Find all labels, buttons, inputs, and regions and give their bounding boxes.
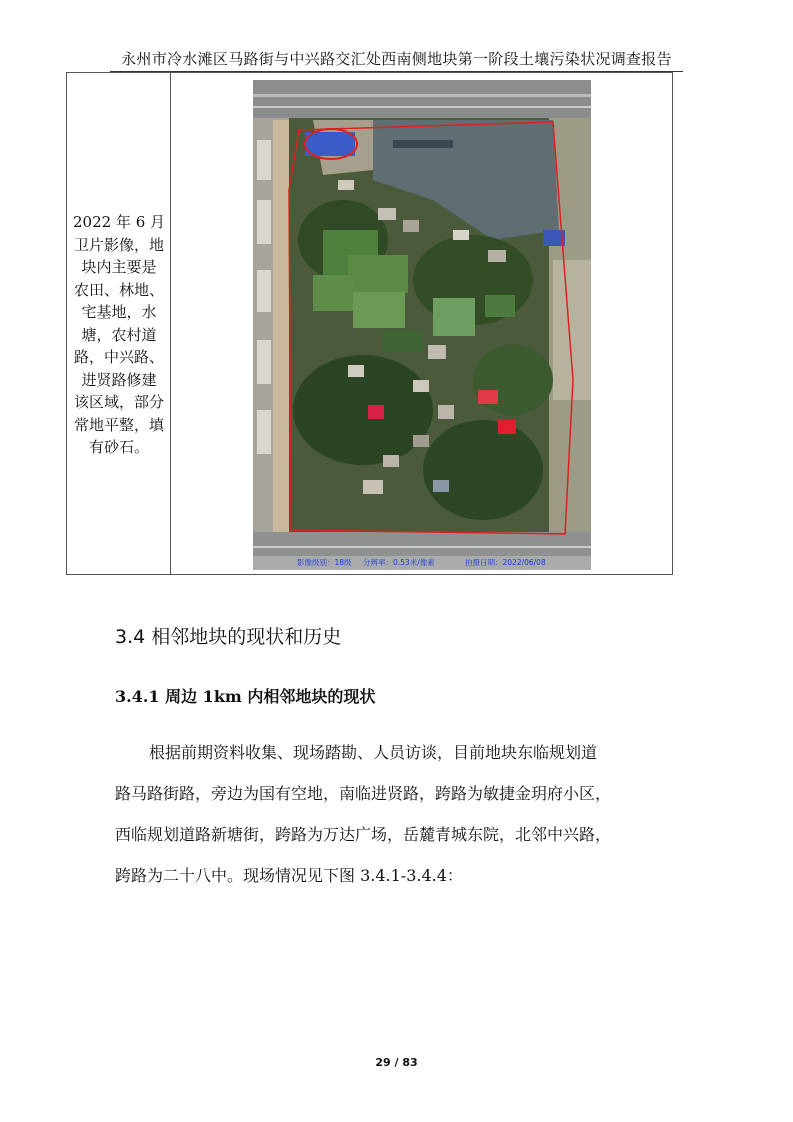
description-line: 有砂石。 (88, 438, 149, 456)
page-header-title: 永州市冷水滩区马路街与中兴路交汇处西南侧地块第一阶段土壤污染状况调查报告 (121, 50, 672, 68)
caption-date: 拍摄日期：2022/06/08 (465, 558, 546, 567)
page-number: 29 / 83 (375, 1056, 418, 1069)
description-line: 塘，农村道 (81, 325, 157, 344)
image-caption-bar (253, 556, 591, 570)
image-table (66, 72, 673, 575)
body-paragraph (115, 732, 685, 896)
paragraph-line: 路马路街路，旁边为国有空地，南临进贤路，跨路为敏捷金玥府小区， (115, 784, 612, 803)
description-line: 该区域，部分 (73, 393, 164, 411)
description-line: 农田、林地、 (73, 280, 164, 299)
description-line: 块内主要是 (81, 258, 157, 276)
table-column-divider (170, 73, 171, 574)
satellite-image-graphic (253, 80, 591, 570)
caption-resolution: 分辨率：0.53米/像素 (363, 558, 435, 567)
description-line: 卫片影像，地 (73, 235, 164, 254)
paragraph-line: 根据前期资料收集、现场踏勘、人员访谈，目前地块东临规划道 (149, 743, 598, 762)
description-line: 常地平整，填 (73, 415, 164, 434)
paragraph-line: 跨路为二十八中。现场情况见下图 3.4.1-3.4.4： (115, 866, 463, 885)
paragraph-line: 西临规划道路新塘街，跨路为万达广场，岳麓青城东院，北邻中兴路， (115, 825, 612, 844)
caption-level: 影像级别：18级 (297, 558, 352, 567)
section-title: 3.4 相邻地块的现状和历史 (115, 626, 342, 648)
satellite-image (253, 80, 591, 570)
description-line: 路，中兴路、 (73, 348, 164, 366)
description-line: 2022 年 6 月 (72, 213, 166, 231)
subsection-title: 3.4.1 周边 1km 内相邻地块的现状 (115, 687, 376, 706)
description-line: 宅基地，水 (81, 303, 157, 321)
description-line: 进贤路修建 (81, 370, 157, 389)
image-description (71, 211, 167, 459)
